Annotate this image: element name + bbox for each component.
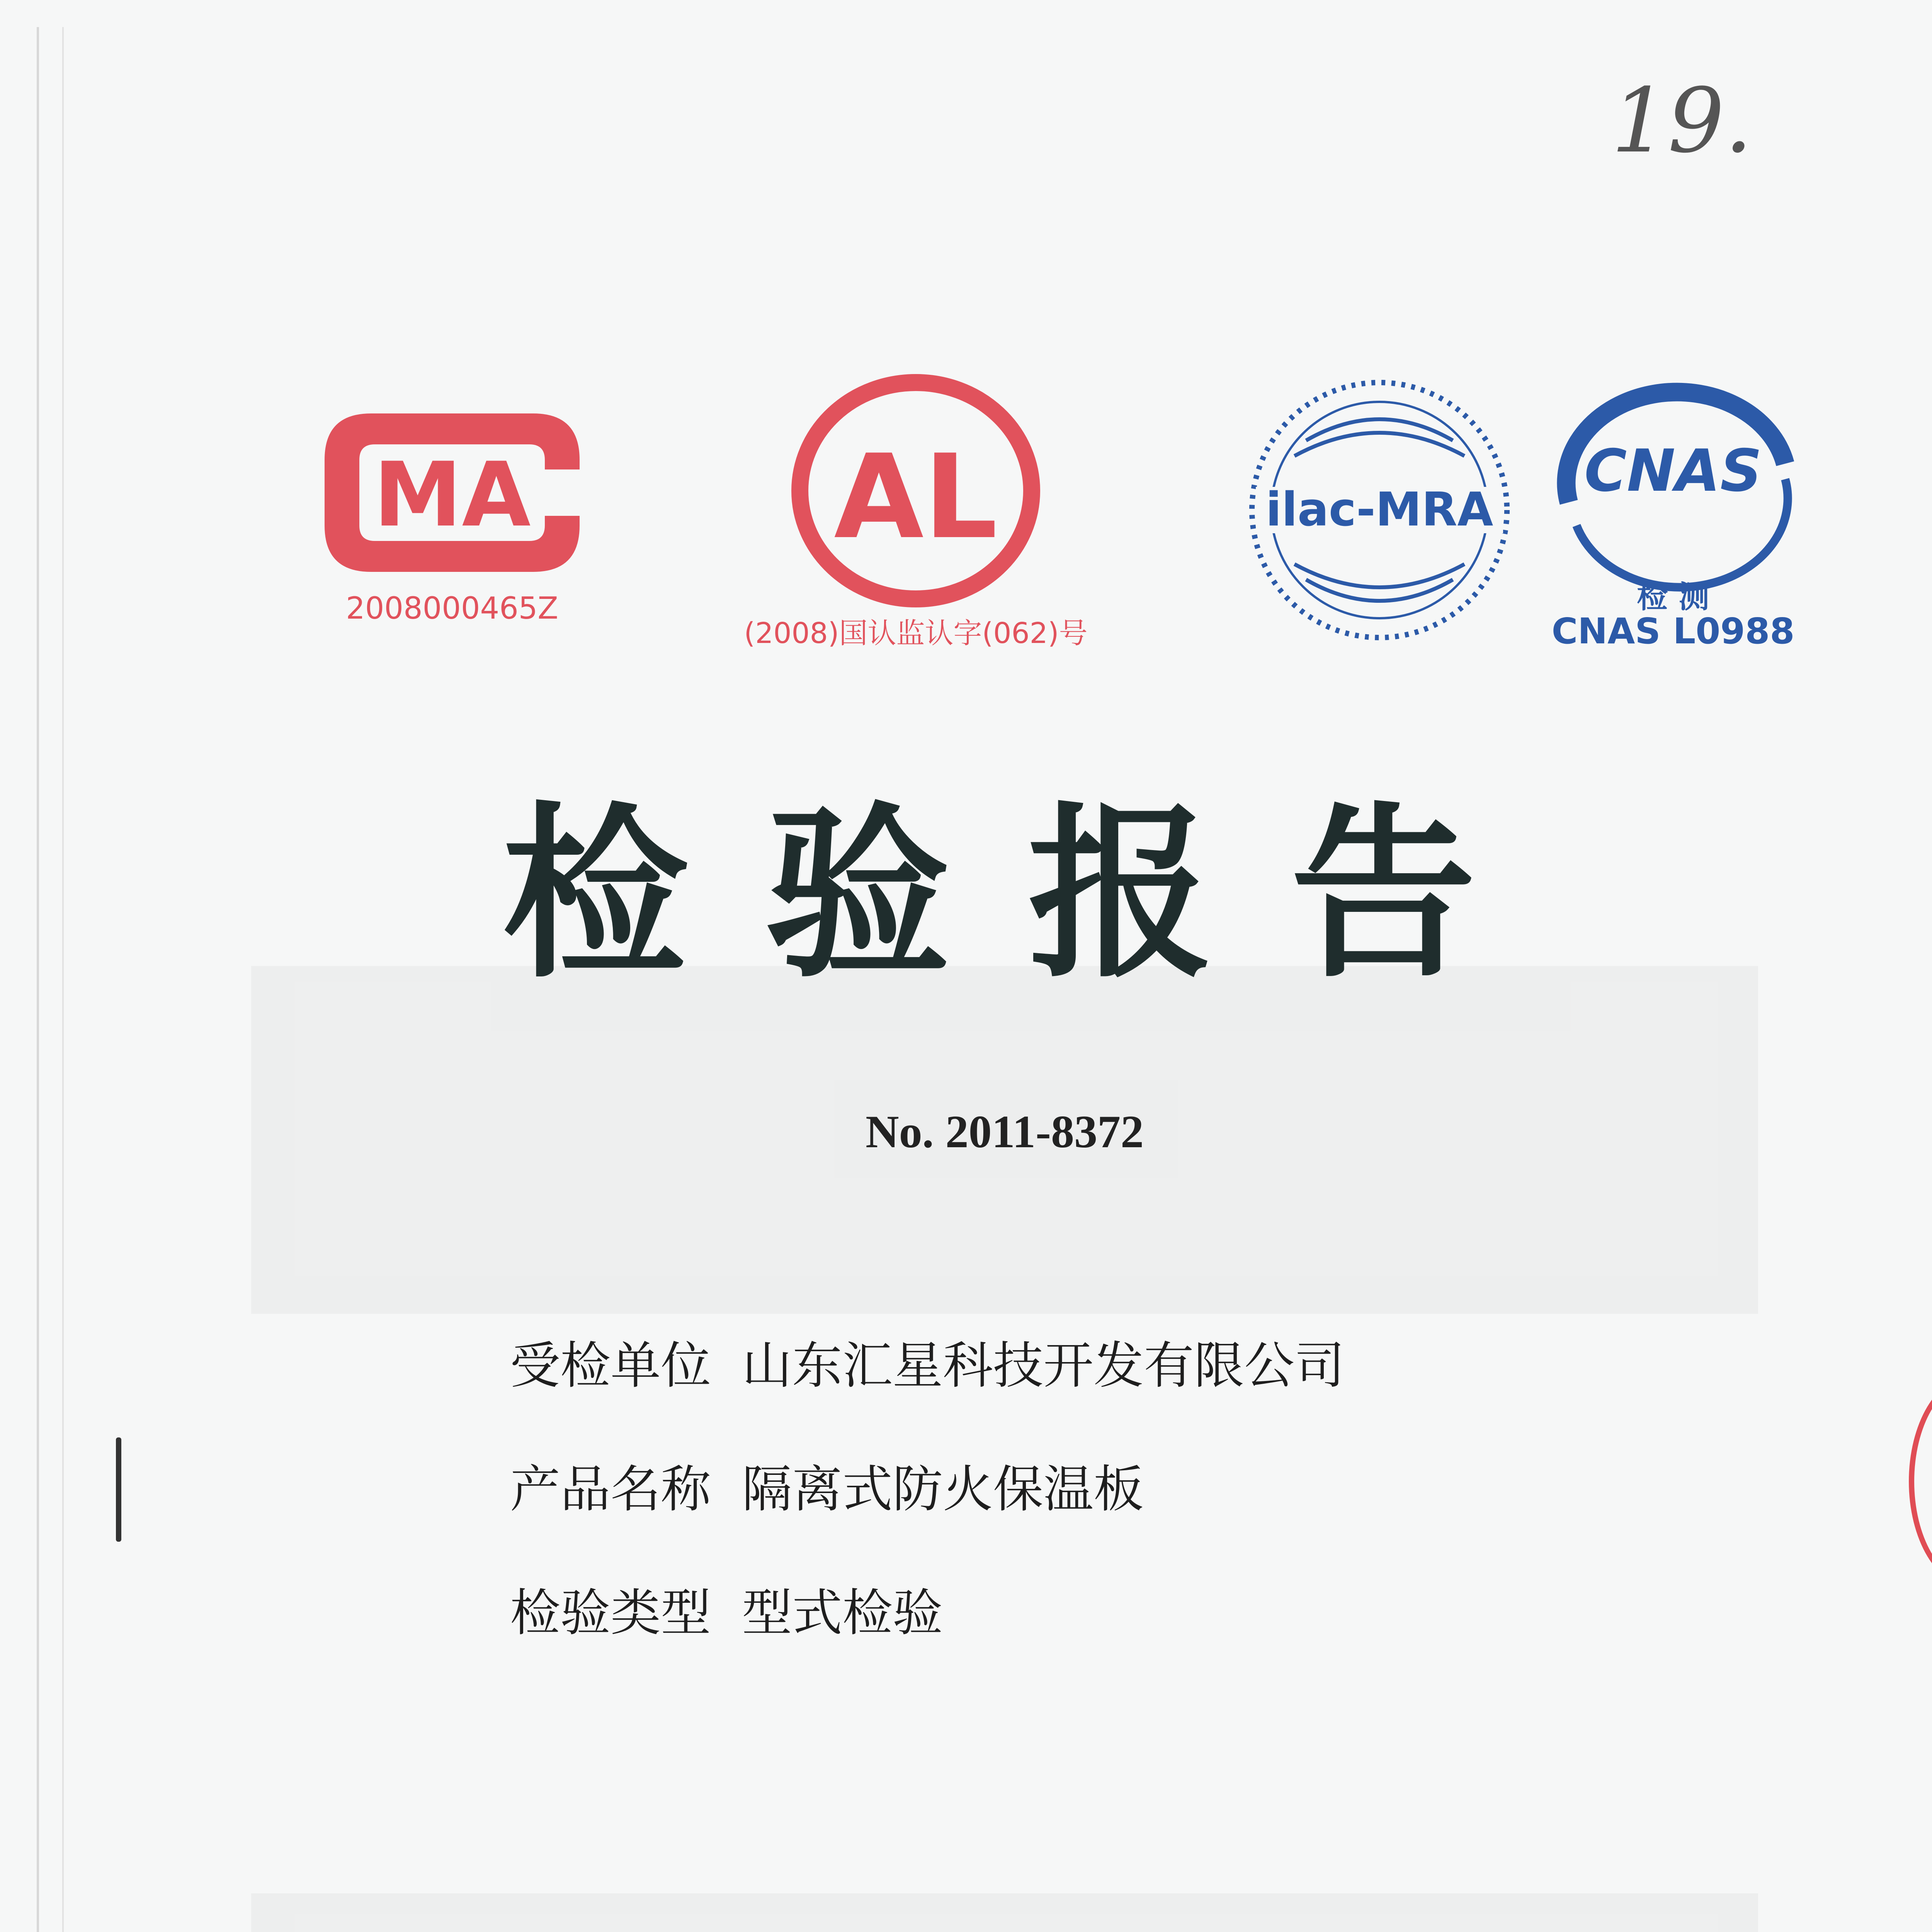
field-value: 山东汇星科技开发有限公司 [742,1336,1345,1395]
cma-number: 2008000465Z [346,591,558,626]
binding-edge [37,27,64,1932]
field-label: 检验类型 [510,1583,711,1642]
field-product-name [510,1449,1144,1521]
cma-logo-icon [309,402,595,583]
red-stamp-edge [1909,1376,1932,1587]
bleed-through-area [251,1893,1758,1932]
field-label: 受检单位 [510,1336,711,1395]
report-title: 检验报告 [502,787,1553,1003]
field-inspected-unit [510,1325,1345,1398]
cnas-code: CNAS L0988 [1551,611,1795,652]
field-value: 型式检验 [742,1583,943,1642]
field-value: 隔离式防火保温板 [742,1460,1144,1519]
staple [116,1437,121,1542]
ilac-logo-text: ilac-MRA [1265,483,1493,537]
cnas-logo-text: CNAS [1584,437,1762,505]
cnas-sub-label: 检 测 [1637,579,1709,615]
field-inspection-type [510,1573,943,1645]
cal-logo-text: AL [834,430,998,565]
report-number: No. 2011-8372 [866,1106,1144,1157]
field-label: 产品名称 [510,1460,711,1519]
cal-caption: (2008)国认监认字(062)号 [744,617,1088,650]
cma-logo-text: MA [373,444,531,547]
handwritten-page-mark: 19. [1611,70,1753,173]
ilac-mra-logo-icon [1233,363,1526,657]
